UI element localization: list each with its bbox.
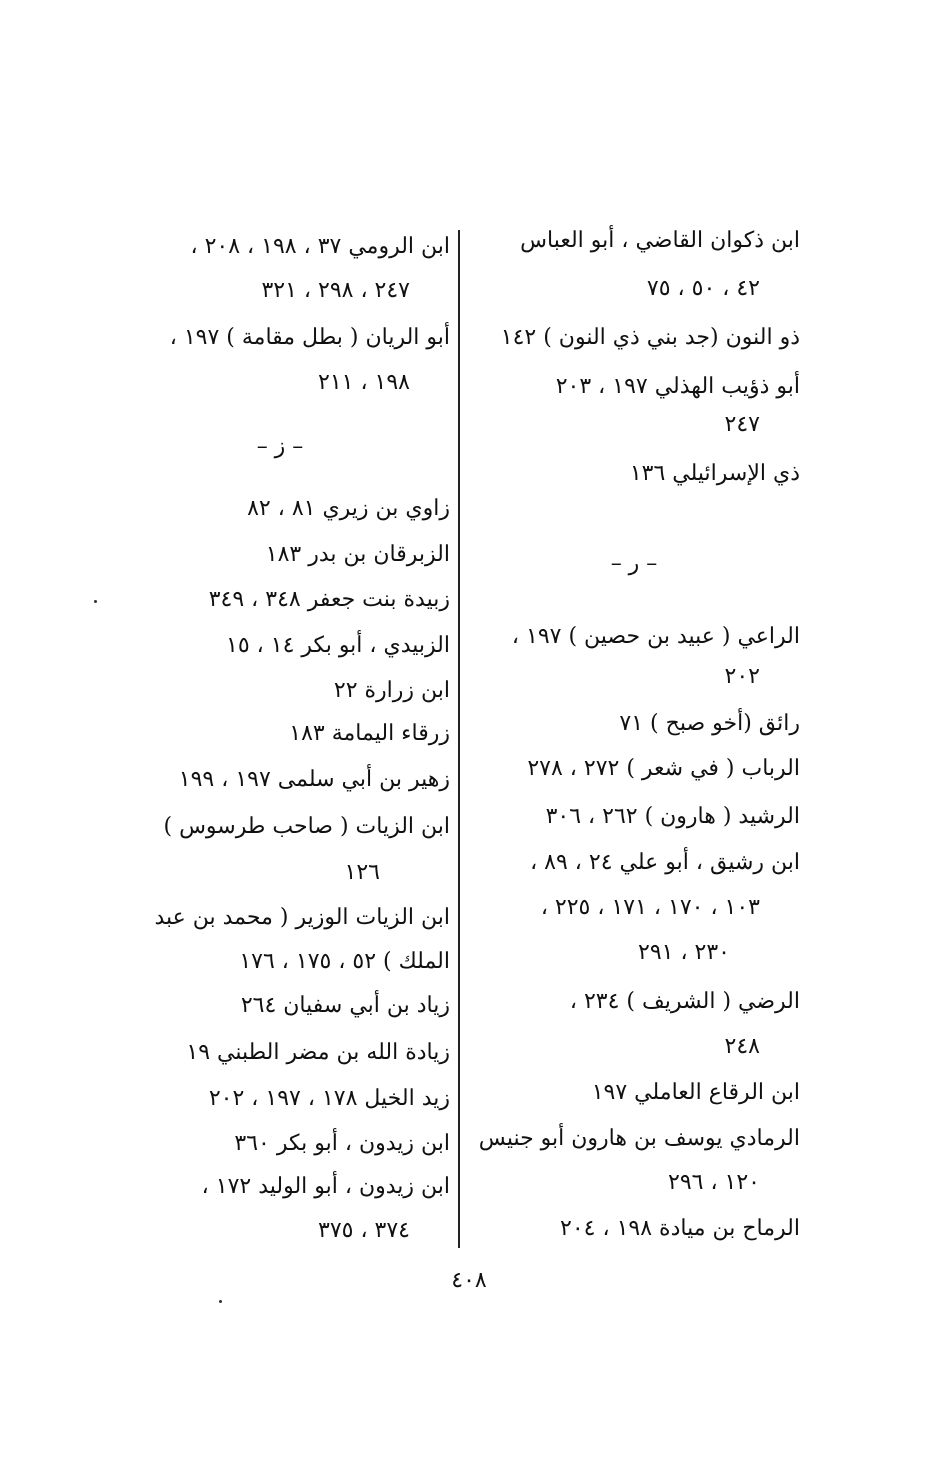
index-entry: ابن الزيات الوزير ( محمد بن عبد	[154, 905, 450, 930]
index-entry: الرضي ( الشريف ) ٢٣٤ ،	[569, 989, 800, 1014]
index-entry: زيد الخيل ١٧٨ ، ١٩٧ ، ٢٠٢	[208, 1086, 450, 1111]
index-entry: ابن ذكوان القاضي ، أبو العباس	[520, 228, 800, 253]
page-number: ٤٠٨	[451, 1268, 487, 1293]
index-entry-continuation: ١٢٦	[344, 860, 380, 885]
index-entry-continuation: ١٠٣ ، ١٧٠ ، ١٧١ ، ٢٢٥ ،	[540, 895, 760, 920]
section-heading-zay: – ز –	[256, 434, 304, 459]
index-entry-continuation: ٢٤٧ ، ٢٩٨ ، ٣٢١	[261, 278, 410, 303]
scan-speck	[219, 1300, 222, 1303]
index-entry-continuation: ٣٧٤ ، ٣٧٥	[318, 1218, 410, 1243]
index-entry: زاوي بن زيري ٨١ ، ٨٢	[247, 496, 450, 521]
index-entry-continuation: ٢٣٠ ، ٢٩١	[638, 940, 730, 965]
index-entry-continuation: ٢٤٧	[724, 412, 760, 437]
index-entry: الرماح بن ميادة ١٩٨ ، ٢٠٤	[560, 1216, 800, 1241]
index-entry: أبو الريان ( بطل مقامة ) ١٩٧ ،	[169, 325, 450, 350]
index-entry: ابن زرارة ٢٢	[333, 678, 450, 703]
section-heading-ra: – ر –	[610, 551, 658, 576]
index-entry: الرمادي يوسف بن هارون أبو جنيس	[478, 1126, 800, 1151]
index-entry-continuation: ٢٤٨	[724, 1034, 760, 1059]
index-entry: زهير بن أبي سلمى ١٩٧ ، ١٩٩	[178, 767, 450, 792]
index-entry: ابن رشيق ، أبو علي ٢٤ ، ٨٩ ،	[530, 850, 800, 875]
index-entry-continuation: ١٩٨ ، ٢١١	[318, 370, 410, 395]
index-entry-continuation: ٤٢ ، ٥٠ ، ٧٥	[646, 276, 760, 301]
index-entry-continuation: ١٢٠ ، ٢٩٦	[668, 1170, 760, 1195]
index-entry: ابن الرقاع العاملي ١٩٧	[591, 1080, 800, 1105]
index-entry: ذي الإسرائيلي ١٣٦	[629, 461, 800, 486]
column-divider	[458, 230, 460, 1248]
index-entry: الزبيدي ، أبو بكر ١٤ ، ١٥	[226, 633, 450, 658]
index-entry-continuation: ٢٠٢	[724, 664, 760, 689]
index-entry: زياد بن أبي سفيان ٢٦٤	[240, 993, 450, 1018]
index-entry: رائق (أخو صبح ) ٧١	[619, 711, 800, 736]
index-entry: ذو النون (جد بني ذي النون ) ١٤٢	[500, 325, 800, 350]
index-entry: زبيدة بنت جعفر ٣٤٨ ، ٣٤٩	[208, 587, 450, 612]
index-entry: ابن زيدون ، أبو بكر ٣٦٠	[234, 1131, 450, 1156]
index-entry: زيادة الله بن مضر الطبني ١٩	[186, 1040, 450, 1065]
index-entry: ابن زيدون ، أبو الوليد ١٧٢ ،	[201, 1174, 450, 1199]
index-entry: الراعي ( عبيد بن حصين ) ١٩٧ ،	[511, 624, 800, 649]
scan-speck	[94, 600, 97, 603]
index-entry: ابن الزيات ( صاحب طرسوس )	[163, 814, 450, 839]
index-entry-continuation: الملك ) ٥٢ ، ١٧٥ ، ١٧٦	[239, 949, 450, 974]
index-entry: ابن الرومي ٣٧ ، ١٩٨ ، ٢٠٨ ،	[190, 234, 450, 259]
index-entry: الرباب ( في شعر ) ٢٧٢ ، ٢٧٨	[527, 756, 800, 781]
index-entry: أبو ذؤيب الهذلي ١٩٧ ، ٢٠٣	[555, 374, 800, 399]
index-entry: الزبرقان بن بدر ١٨٣	[265, 542, 450, 567]
index-entry: زرقاء اليمامة ١٨٣	[289, 721, 450, 746]
index-entry: الرشيد ( هارون ) ٢٦٢ ، ٣٠٦	[545, 804, 800, 829]
